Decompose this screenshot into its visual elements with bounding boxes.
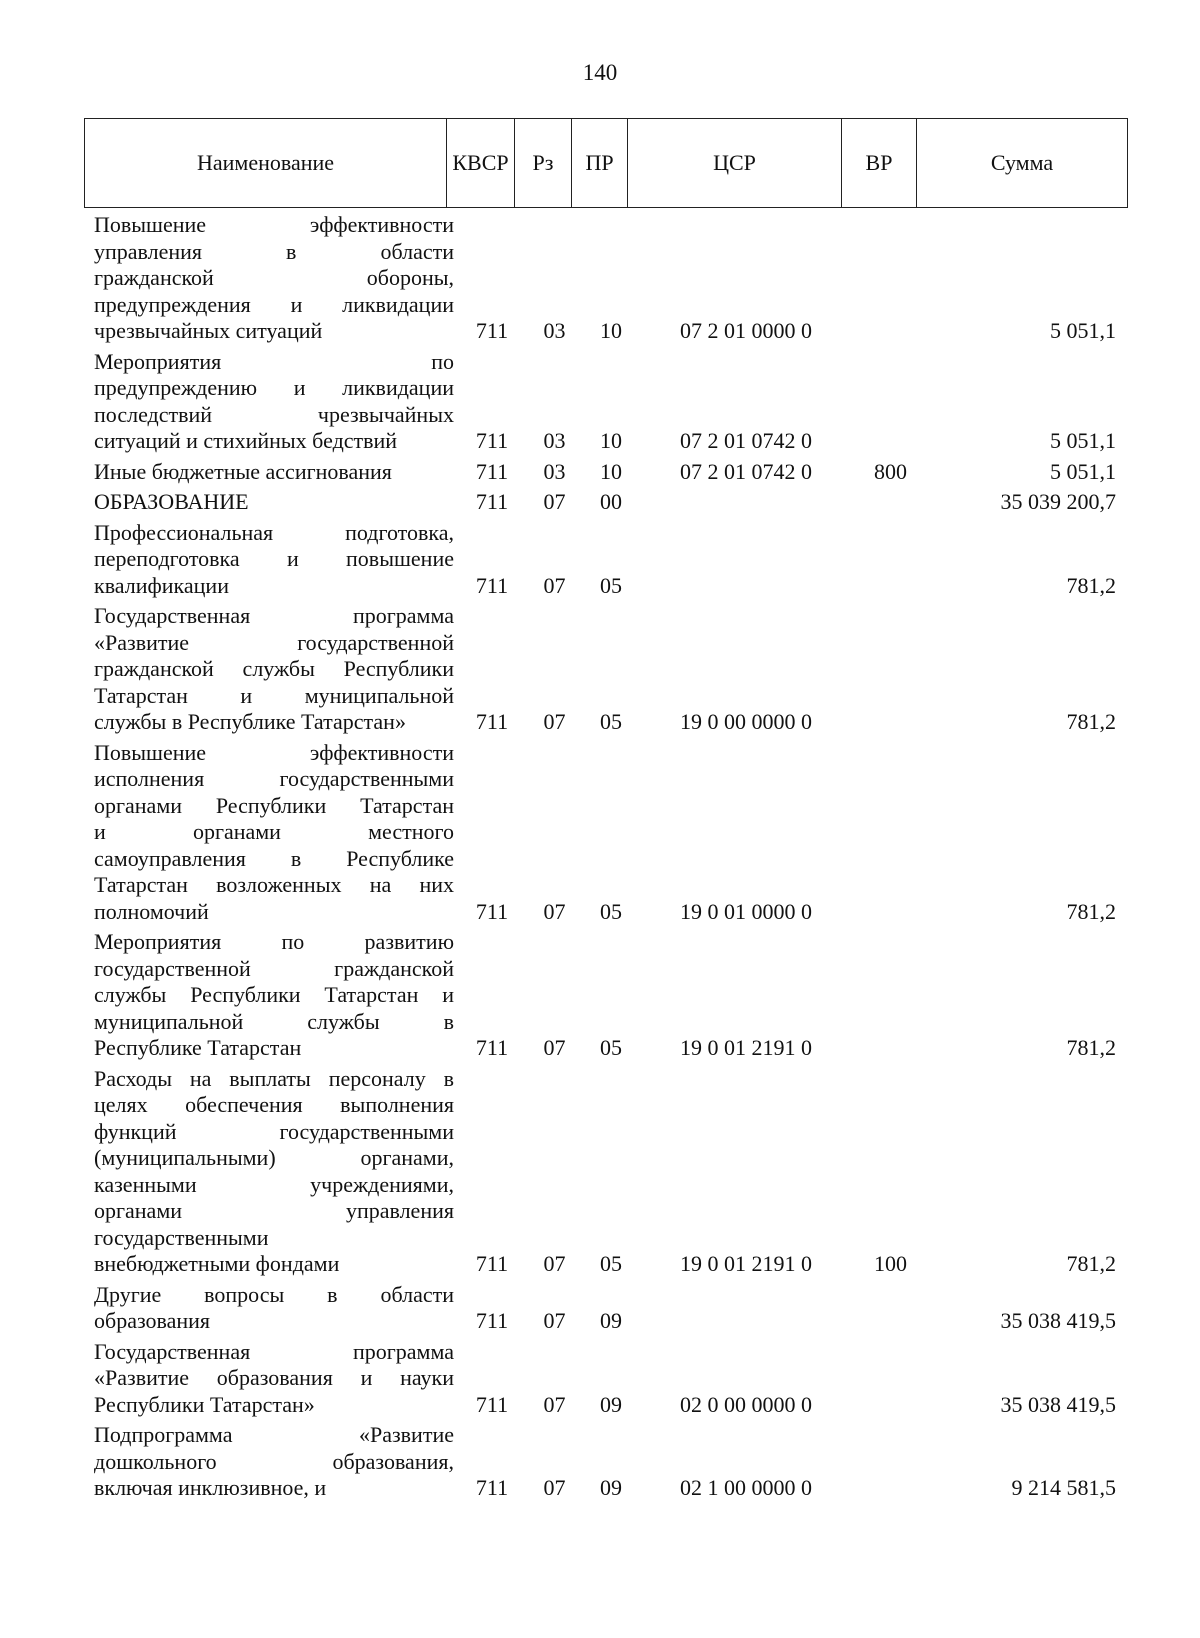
row-kvsr: 711 (475, 1251, 509, 1276)
row-name (84, 459, 458, 486)
row-name-line: Республике Татарстан (94, 1035, 302, 1060)
row-name-line: Мероприятия по развитию (94, 929, 454, 954)
row-name-line: Иные бюджетные ассигнования (94, 458, 392, 484)
row-pr: 05 (600, 572, 622, 598)
row-csr: 02 0 00 0000 0 (680, 1391, 812, 1417)
row-pr: 00 (600, 489, 622, 514)
row-kvsr: 711 (475, 898, 509, 924)
table-row (84, 603, 1128, 736)
row-kvsr: 711 (475, 489, 509, 514)
row-rz: 07 (543, 709, 566, 734)
row-kvsr: 711 (475, 458, 509, 484)
row-name-line: государственными (94, 1224, 269, 1250)
row-csr: 02 1 00 0000 0 (680, 1475, 812, 1500)
row-name-line: Мероприятия по (94, 348, 454, 374)
row-name-line: органами Республики Татарстан (94, 792, 454, 818)
row-csr: 07 2 01 0000 0 (680, 318, 812, 343)
row-rz: 03 (543, 318, 566, 343)
row-name-line: Профессиональная подготовка, (94, 519, 454, 545)
table-row (84, 929, 1128, 1062)
header-name: Наименование (85, 119, 447, 207)
row-name-line: последствий чрезвычайных (94, 401, 454, 427)
row-pr: 09 (600, 1391, 622, 1417)
row-name-line: самоуправления в Республике (94, 845, 454, 871)
row-name-line: исполнения государственными (94, 766, 454, 791)
table-row (84, 1422, 1128, 1502)
row-sum: 35 038 419,5 (1000, 1391, 1116, 1417)
row-name-line: и органами местного (94, 819, 454, 844)
row-csr: 19 0 01 2191 0 (680, 1035, 812, 1060)
row-rz: 07 (543, 1308, 566, 1333)
row-kvsr: 711 (475, 428, 509, 453)
row-sum: 781,2 (1066, 898, 1116, 924)
table-row (84, 520, 1128, 600)
row-kvsr: 711 (475, 709, 509, 734)
row-name-line: «Развитие образования и науки (94, 1365, 454, 1390)
row-pr: 10 (600, 458, 622, 484)
row-name-line: дошкольного образования, (94, 1448, 454, 1474)
row-name-line: Государственная программа (94, 1338, 454, 1364)
row-sum: 781,2 (1066, 709, 1116, 734)
row-name-line: целях обеспечения выполнения (94, 1092, 454, 1117)
table-row (84, 212, 1128, 345)
row-name (84, 929, 458, 1062)
row-rz: 07 (543, 572, 566, 598)
table-row (84, 1066, 1128, 1278)
row-sum: 9 214 581,5 (1011, 1475, 1116, 1500)
row-sum: 5 051,1 (1050, 458, 1116, 484)
row-name (84, 740, 458, 926)
header-kvsr: КВСР (447, 119, 515, 207)
row-name-line: Татарстан и муниципальной (94, 682, 454, 708)
row-pr: 05 (600, 1251, 622, 1276)
row-sum: 5 051,1 (1050, 318, 1116, 343)
row-kvsr: 711 (475, 572, 509, 598)
row-name-line: службы в Республике Татарстан» (94, 709, 406, 734)
row-name-line: государственной гражданской (94, 955, 454, 981)
header-pr: ПР (572, 119, 628, 207)
row-name (84, 349, 458, 455)
row-pr: 10 (600, 428, 622, 453)
row-kvsr: 711 (475, 1475, 509, 1500)
row-name-line: казенными учреждениями, (94, 1171, 454, 1197)
row-name-line: включая инклюзивное, и (94, 1475, 327, 1500)
row-sum: 35 039 200,7 (1000, 489, 1116, 514)
row-name-line: «Развитие государственной (94, 629, 454, 655)
row-name-line: ситуаций и стихийных бедствий (94, 428, 398, 453)
row-name-line: предупреждению и ликвидации (94, 375, 454, 400)
row-name-line: полномочий (94, 898, 209, 924)
row-name-line: управления в области (94, 238, 454, 264)
row-csr: 19 0 01 2191 0 (680, 1251, 812, 1276)
row-name-line: Республики Татарстан» (94, 1391, 315, 1417)
row-pr: 10 (600, 318, 622, 343)
row-pr: 05 (600, 898, 622, 924)
row-sum: 5 051,1 (1050, 428, 1116, 453)
row-name-line: (муниципальными) органами, (94, 1145, 454, 1170)
table-row (84, 349, 1128, 455)
row-vr: 100 (874, 1251, 907, 1276)
row-name-line: гражданской службы Республики (94, 656, 454, 681)
row-kvsr: 711 (475, 1391, 509, 1417)
table-row (84, 1282, 1128, 1335)
row-name-line: предупреждения и ликвидации (94, 291, 454, 317)
row-rz: 07 (543, 898, 566, 924)
table-row (84, 489, 1128, 516)
row-sum: 35 038 419,5 (1000, 1308, 1116, 1333)
row-name-line: Татарстан возложенных на них (94, 872, 454, 897)
row-sum: 781,2 (1066, 572, 1116, 598)
row-csr: 19 0 00 0000 0 (680, 709, 812, 734)
row-sum: 781,2 (1066, 1251, 1116, 1276)
table-row (84, 1339, 1128, 1419)
row-name (84, 1066, 458, 1278)
row-rz: 03 (543, 428, 566, 453)
row-name-line: ОБРАЗОВАНИЕ (94, 489, 249, 514)
header-rz: Рз (515, 119, 572, 207)
row-rz: 03 (543, 458, 566, 484)
row-csr: 07 2 01 0742 0 (680, 458, 812, 484)
row-name-line: образования (94, 1308, 211, 1333)
row-name (84, 603, 458, 736)
table-header (84, 118, 1128, 208)
row-name-line: чрезвычайных ситуаций (94, 318, 323, 343)
row-kvsr: 711 (475, 1035, 509, 1060)
row-name-line: Повышение эффективности (94, 739, 454, 765)
row-name (84, 1422, 458, 1502)
header-csr: ЦСР (628, 119, 842, 207)
row-name-line: органами управления (94, 1198, 454, 1223)
table-row (84, 740, 1128, 926)
row-name (84, 520, 458, 600)
row-rz: 07 (543, 1035, 566, 1060)
row-vr: 800 (874, 458, 907, 484)
row-name (84, 1282, 458, 1335)
header-sum: Сумма (990, 150, 1054, 175)
row-rz: 07 (543, 1391, 566, 1417)
row-csr: 07 2 01 0742 0 (680, 428, 812, 453)
row-sum: 781,2 (1066, 1035, 1116, 1060)
row-name-line: переподготовка и повышение (94, 546, 454, 571)
table-body (84, 208, 1128, 1502)
row-name-line: Другие вопросы в области (94, 1281, 454, 1307)
row-name (84, 212, 458, 345)
page-number: 140 (582, 60, 618, 85)
row-name-line: Повышение эффективности (94, 212, 454, 237)
row-name-line: Расходы на выплаты персоналу в (94, 1065, 454, 1091)
row-kvsr: 711 (475, 1308, 509, 1333)
row-name (84, 489, 458, 516)
row-name-line: внебюджетными фондами (94, 1251, 340, 1276)
row-kvsr: 711 (475, 318, 509, 343)
row-name-line: службы Республики Татарстан и (94, 982, 454, 1007)
row-csr: 19 0 01 0000 0 (680, 898, 812, 924)
row-name-line: квалификации (94, 572, 229, 598)
row-name-line: муниципальной службы в (94, 1008, 454, 1034)
row-pr: 05 (600, 1035, 622, 1060)
row-rz: 07 (543, 489, 566, 514)
row-name-line: гражданской обороны, (94, 265, 454, 290)
row-pr: 05 (600, 709, 622, 734)
table-row (84, 459, 1128, 486)
row-name-line: Подпрограмма «Развитие (94, 1422, 454, 1447)
row-name-line: функций государственными (94, 1118, 454, 1144)
row-rz: 07 (543, 1475, 566, 1500)
row-rz: 07 (543, 1251, 566, 1276)
row-name (84, 1339, 458, 1419)
row-pr: 09 (600, 1308, 622, 1333)
header-vr: ВР (842, 119, 917, 207)
row-pr: 09 (600, 1475, 622, 1500)
row-name-line: Государственная программа (94, 603, 454, 628)
